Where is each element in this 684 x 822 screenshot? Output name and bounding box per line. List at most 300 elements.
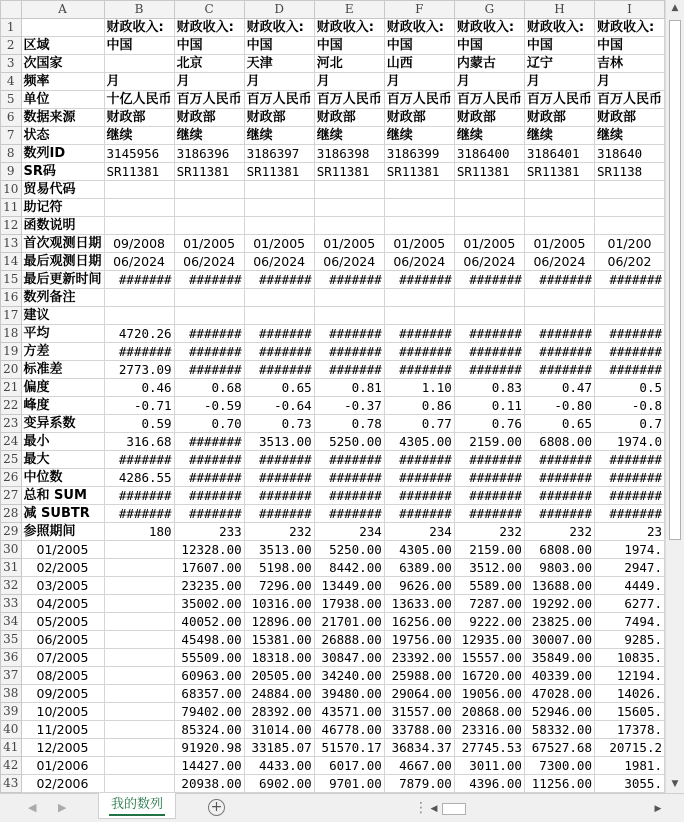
cell-e1[interactable]: 财政收入:	[314, 19, 384, 37]
cell-e42[interactable]: 6017.00	[314, 757, 384, 775]
cell-d18[interactable]: #######	[244, 325, 314, 343]
cell-a40[interactable]: 11/2005	[21, 721, 104, 739]
cell-a12[interactable]: 函数说明	[21, 217, 104, 235]
cell-e4[interactable]: 月	[314, 73, 384, 91]
cell-b40[interactable]	[104, 721, 174, 739]
cell-e16[interactable]	[314, 289, 384, 307]
cell-e8[interactable]: 3186398	[314, 145, 384, 163]
cell-f41[interactable]: 36834.37	[384, 739, 454, 757]
cell-b21[interactable]: 0.46	[104, 379, 174, 397]
cell-d38[interactable]: 24884.00	[244, 685, 314, 703]
cell-i9[interactable]: SR1138	[594, 163, 664, 181]
row-header[interactable]: 42	[1, 757, 22, 775]
cell-i40[interactable]: 17378.	[594, 721, 664, 739]
cell-g34[interactable]: 9222.00	[454, 613, 524, 631]
cell-g20[interactable]: #######	[454, 361, 524, 379]
cell-d20[interactable]: #######	[244, 361, 314, 379]
cell-g39[interactable]: 20868.00	[454, 703, 524, 721]
cell-i16[interactable]	[594, 289, 664, 307]
cell-a33[interactable]: 04/2005	[21, 595, 104, 613]
cell-e32[interactable]: 13449.00	[314, 577, 384, 595]
cell-h2[interactable]: 中国	[524, 37, 594, 55]
cell-i33[interactable]: 6277.	[594, 595, 664, 613]
plus-circle-icon[interactable]: +	[208, 799, 225, 816]
cell-g22[interactable]: 0.11	[454, 397, 524, 415]
cell-b42[interactable]	[104, 757, 174, 775]
cell-c4[interactable]: 月	[174, 73, 244, 91]
cell-e29[interactable]: 234	[314, 523, 384, 541]
cell-e3[interactable]: 河北	[314, 55, 384, 73]
column-header-i[interactable]: I	[594, 1, 664, 19]
cell-g38[interactable]: 19056.00	[454, 685, 524, 703]
cell-a27[interactable]: 总和 SUM	[21, 487, 104, 505]
cell-f43[interactable]: 7879.00	[384, 775, 454, 793]
cell-i14[interactable]: 06/202	[594, 253, 664, 271]
cell-i35[interactable]: 9285.	[594, 631, 664, 649]
cell-b11[interactable]	[104, 199, 174, 217]
cell-i23[interactable]: 0.7	[594, 415, 664, 433]
cell-c23[interactable]: 0.70	[174, 415, 244, 433]
row-header[interactable]: 25	[1, 451, 22, 469]
cell-d5[interactable]: 百万人民币	[244, 91, 314, 109]
cell-h20[interactable]: #######	[524, 361, 594, 379]
cell-c27[interactable]: #######	[174, 487, 244, 505]
cell-h30[interactable]: 6808.00	[524, 541, 594, 559]
cell-h14[interactable]: 06/2024	[524, 253, 594, 271]
row-header[interactable]: 37	[1, 667, 22, 685]
cell-e25[interactable]: #######	[314, 451, 384, 469]
cell-c21[interactable]: 0.68	[174, 379, 244, 397]
cell-h41[interactable]: 67527.68	[524, 739, 594, 757]
cell-f2[interactable]: 中国	[384, 37, 454, 55]
cell-e39[interactable]: 43571.00	[314, 703, 384, 721]
cell-i1[interactable]: 财政收入:	[594, 19, 664, 37]
row-header[interactable]: 31	[1, 559, 22, 577]
cell-i21[interactable]: 0.5	[594, 379, 664, 397]
row-header[interactable]: 1	[1, 19, 22, 37]
cell-i26[interactable]: #######	[594, 469, 664, 487]
cell-d6[interactable]: 财政部	[244, 109, 314, 127]
row-header[interactable]: 18	[1, 325, 22, 343]
cell-b35[interactable]	[104, 631, 174, 649]
cell-d9[interactable]: SR11381	[244, 163, 314, 181]
cell-b39[interactable]	[104, 703, 174, 721]
cell-a25[interactable]: 最大	[21, 451, 104, 469]
horizontal-scrollbar[interactable]	[428, 801, 664, 817]
cell-e20[interactable]: #######	[314, 361, 384, 379]
cell-h1[interactable]: 财政收入:	[524, 19, 594, 37]
cell-b5[interactable]: 十亿人民币	[104, 91, 174, 109]
cell-i28[interactable]: #######	[594, 505, 664, 523]
cell-i3[interactable]: 吉林	[594, 55, 664, 73]
cell-d36[interactable]: 18318.00	[244, 649, 314, 667]
row-header[interactable]: 11	[1, 199, 22, 217]
row-header[interactable]: 9	[1, 163, 22, 181]
row-header[interactable]: 26	[1, 469, 22, 487]
cell-i29[interactable]: 23	[594, 523, 664, 541]
cell-g1[interactable]: 财政收入:	[454, 19, 524, 37]
cell-e22[interactable]: -0.37	[314, 397, 384, 415]
cell-c35[interactable]: 45498.00	[174, 631, 244, 649]
cell-b12[interactable]	[104, 217, 174, 235]
cell-c39[interactable]: 79402.00	[174, 703, 244, 721]
cell-i22[interactable]: -0.8	[594, 397, 664, 415]
cell-h26[interactable]: #######	[524, 469, 594, 487]
row-header[interactable]: 19	[1, 343, 22, 361]
cell-c37[interactable]: 60963.00	[174, 667, 244, 685]
cell-d24[interactable]: 3513.00	[244, 433, 314, 451]
cell-g4[interactable]: 月	[454, 73, 524, 91]
column-header-d[interactable]: D	[244, 1, 314, 19]
cell-d30[interactable]: 3513.00	[244, 541, 314, 559]
cell-c34[interactable]: 40052.00	[174, 613, 244, 631]
cell-e27[interactable]: #######	[314, 487, 384, 505]
row-header[interactable]: 10	[1, 181, 22, 199]
cell-f14[interactable]: 06/2024	[384, 253, 454, 271]
cell-c15[interactable]: #######	[174, 271, 244, 289]
cell-f34[interactable]: 16256.00	[384, 613, 454, 631]
cell-f9[interactable]: SR11381	[384, 163, 454, 181]
cell-b20[interactable]: 2773.09	[104, 361, 174, 379]
row-header[interactable]: 43	[1, 775, 22, 793]
cell-g14[interactable]: 06/2024	[454, 253, 524, 271]
cell-d1[interactable]: 财政收入:	[244, 19, 314, 37]
cell-i39[interactable]: 15605.	[594, 703, 664, 721]
column-header-a[interactable]: A	[21, 1, 104, 19]
cell-g25[interactable]: #######	[454, 451, 524, 469]
cell-c42[interactable]: 14427.00	[174, 757, 244, 775]
cell-a24[interactable]: 最小	[21, 433, 104, 451]
cell-b37[interactable]	[104, 667, 174, 685]
cell-e19[interactable]: #######	[314, 343, 384, 361]
cell-d2[interactable]: 中国	[244, 37, 314, 55]
cell-h36[interactable]: 35849.00	[524, 649, 594, 667]
cell-f20[interactable]: #######	[384, 361, 454, 379]
cell-d29[interactable]: 232	[244, 523, 314, 541]
cell-g41[interactable]: 27745.53	[454, 739, 524, 757]
cell-a41[interactable]: 12/2005	[21, 739, 104, 757]
cell-h42[interactable]: 7300.00	[524, 757, 594, 775]
cell-c18[interactable]: #######	[174, 325, 244, 343]
cell-i5[interactable]: 百万人民币	[594, 91, 664, 109]
cell-h37[interactable]: 40339.00	[524, 667, 594, 685]
cell-g43[interactable]: 4396.00	[454, 775, 524, 793]
cell-f25[interactable]: #######	[384, 451, 454, 469]
cell-e21[interactable]: 0.81	[314, 379, 384, 397]
cell-b8[interactable]: 3145956	[104, 145, 174, 163]
cell-a6[interactable]: 数据来源	[21, 109, 104, 127]
cell-d13[interactable]: 01/2005	[244, 235, 314, 253]
cell-d34[interactable]: 12896.00	[244, 613, 314, 631]
cell-g28[interactable]: #######	[454, 505, 524, 523]
cell-d28[interactable]: #######	[244, 505, 314, 523]
cell-a43[interactable]: 02/2006	[21, 775, 104, 793]
cell-f4[interactable]: 月	[384, 73, 454, 91]
cell-g31[interactable]: 3512.00	[454, 559, 524, 577]
cell-a19[interactable]: 方差	[21, 343, 104, 361]
cell-h27[interactable]: #######	[524, 487, 594, 505]
cell-b24[interactable]: 316.68	[104, 433, 174, 451]
down-arrow-icon[interactable]: ▼	[671, 779, 679, 789]
cell-i43[interactable]: 3055.	[594, 775, 664, 793]
cell-a39[interactable]: 10/2005	[21, 703, 104, 721]
cell-f39[interactable]: 31557.00	[384, 703, 454, 721]
cell-f18[interactable]: #######	[384, 325, 454, 343]
cell-d4[interactable]: 月	[244, 73, 314, 91]
cell-e41[interactable]: 51570.17	[314, 739, 384, 757]
cell-i15[interactable]: #######	[594, 271, 664, 289]
cell-a17[interactable]: 建议	[21, 307, 104, 325]
cell-f42[interactable]: 4667.00	[384, 757, 454, 775]
cell-i30[interactable]: 1974.	[594, 541, 664, 559]
cell-c28[interactable]: #######	[174, 505, 244, 523]
cell-d11[interactable]	[244, 199, 314, 217]
cell-i24[interactable]: 1974.0	[594, 433, 664, 451]
cell-c17[interactable]	[174, 307, 244, 325]
row-header[interactable]: 15	[1, 271, 22, 289]
row-header[interactable]: 33	[1, 595, 22, 613]
cell-g8[interactable]: 3186400	[454, 145, 524, 163]
right-arrow-icon[interactable]: ▶	[654, 804, 662, 814]
cell-i18[interactable]: #######	[594, 325, 664, 343]
cell-a42[interactable]: 01/2006	[21, 757, 104, 775]
cell-d42[interactable]: 4433.00	[244, 757, 314, 775]
sheet-tab-my-series[interactable]: 我的数列	[98, 793, 176, 819]
cell-g12[interactable]	[454, 217, 524, 235]
cell-c41[interactable]: 91920.98	[174, 739, 244, 757]
cell-f35[interactable]: 19756.00	[384, 631, 454, 649]
row-header[interactable]: 8	[1, 145, 22, 163]
cell-e26[interactable]: #######	[314, 469, 384, 487]
tab-splitter[interactable]: ⋮	[414, 800, 428, 816]
column-header-c[interactable]: C	[174, 1, 244, 19]
cell-d33[interactable]: 10316.00	[244, 595, 314, 613]
cell-c33[interactable]: 35002.00	[174, 595, 244, 613]
cell-h40[interactable]: 58332.00	[524, 721, 594, 739]
row-header[interactable]: 41	[1, 739, 22, 757]
next-sheet-icon[interactable]: ▶	[58, 801, 67, 814]
cell-d8[interactable]: 3186397	[244, 145, 314, 163]
column-header-h[interactable]: H	[524, 1, 594, 19]
cell-b25[interactable]: #######	[104, 451, 174, 469]
cell-c25[interactable]: #######	[174, 451, 244, 469]
cell-g5[interactable]: 百万人民币	[454, 91, 524, 109]
cell-g15[interactable]: #######	[454, 271, 524, 289]
cell-a23[interactable]: 变异系数	[21, 415, 104, 433]
cell-d17[interactable]	[244, 307, 314, 325]
cell-g16[interactable]	[454, 289, 524, 307]
cell-f36[interactable]: 23392.00	[384, 649, 454, 667]
cell-e43[interactable]: 9701.00	[314, 775, 384, 793]
cell-f6[interactable]: 财政部	[384, 109, 454, 127]
column-header-b[interactable]: B	[104, 1, 174, 19]
cell-d10[interactable]	[244, 181, 314, 199]
cell-a32[interactable]: 03/2005	[21, 577, 104, 595]
cell-d41[interactable]: 33185.07	[244, 739, 314, 757]
cell-h25[interactable]: #######	[524, 451, 594, 469]
cell-c29[interactable]: 233	[174, 523, 244, 541]
cell-f12[interactable]	[384, 217, 454, 235]
cell-f10[interactable]	[384, 181, 454, 199]
cell-d32[interactable]: 7296.00	[244, 577, 314, 595]
row-header[interactable]: 14	[1, 253, 22, 271]
cell-h22[interactable]: -0.80	[524, 397, 594, 415]
cell-g13[interactable]: 01/2005	[454, 235, 524, 253]
column-header-f[interactable]: F	[384, 1, 454, 19]
cell-h23[interactable]: 0.65	[524, 415, 594, 433]
cell-a29[interactable]: 参照期间	[21, 523, 104, 541]
row-header[interactable]: 29	[1, 523, 22, 541]
cell-c32[interactable]: 23235.00	[174, 577, 244, 595]
cell-i7[interactable]: 继续	[594, 127, 664, 145]
cell-g18[interactable]: #######	[454, 325, 524, 343]
cell-e30[interactable]: 5250.00	[314, 541, 384, 559]
cell-d19[interactable]: #######	[244, 343, 314, 361]
cell-i37[interactable]: 12194.	[594, 667, 664, 685]
cell-h32[interactable]: 13688.00	[524, 577, 594, 595]
cell-d21[interactable]: 0.65	[244, 379, 314, 397]
cell-h11[interactable]	[524, 199, 594, 217]
row-header[interactable]: 13	[1, 235, 22, 253]
cell-i27[interactable]: #######	[594, 487, 664, 505]
row-header[interactable]: 23	[1, 415, 22, 433]
cell-a18[interactable]: 平均	[21, 325, 104, 343]
cell-f26[interactable]: #######	[384, 469, 454, 487]
cell-f19[interactable]: #######	[384, 343, 454, 361]
cell-c12[interactable]	[174, 217, 244, 235]
row-header[interactable]: 34	[1, 613, 22, 631]
cell-c7[interactable]: 继续	[174, 127, 244, 145]
cell-c30[interactable]: 12328.00	[174, 541, 244, 559]
row-header[interactable]: 38	[1, 685, 22, 703]
cell-d22[interactable]: -0.64	[244, 397, 314, 415]
cell-f13[interactable]: 01/2005	[384, 235, 454, 253]
cell-c20[interactable]: #######	[174, 361, 244, 379]
cell-a38[interactable]: 09/2005	[21, 685, 104, 703]
cell-c5[interactable]: 百万人民币	[174, 91, 244, 109]
cell-h17[interactable]	[524, 307, 594, 325]
cell-b22[interactable]: -0.71	[104, 397, 174, 415]
cell-b16[interactable]	[104, 289, 174, 307]
cell-f5[interactable]: 百万人民币	[384, 91, 454, 109]
cell-f17[interactable]	[384, 307, 454, 325]
cell-g24[interactable]: 2159.00	[454, 433, 524, 451]
cell-f28[interactable]: #######	[384, 505, 454, 523]
cell-b13[interactable]: 09/2008	[104, 235, 174, 253]
cell-g23[interactable]: 0.76	[454, 415, 524, 433]
cell-g32[interactable]: 5589.00	[454, 577, 524, 595]
cell-a30[interactable]: 01/2005	[21, 541, 104, 559]
cell-i4[interactable]: 月	[594, 73, 664, 91]
cell-a21[interactable]: 偏度	[21, 379, 104, 397]
cell-a26[interactable]: 中位数	[21, 469, 104, 487]
cell-h15[interactable]: #######	[524, 271, 594, 289]
cell-a20[interactable]: 标准差	[21, 361, 104, 379]
cell-d39[interactable]: 28392.00	[244, 703, 314, 721]
left-arrow-icon[interactable]: ◀	[430, 804, 438, 814]
cell-i41[interactable]: 20715.2	[594, 739, 664, 757]
row-header[interactable]: 5	[1, 91, 22, 109]
row-header[interactable]: 24	[1, 433, 22, 451]
cell-e14[interactable]: 06/2024	[314, 253, 384, 271]
cell-a11[interactable]: 助记符	[21, 199, 104, 217]
cell-d37[interactable]: 20505.00	[244, 667, 314, 685]
cell-e7[interactable]: 继续	[314, 127, 384, 145]
cell-c13[interactable]: 01/2005	[174, 235, 244, 253]
cell-h13[interactable]: 01/2005	[524, 235, 594, 253]
cell-c26[interactable]: #######	[174, 469, 244, 487]
cell-b28[interactable]: #######	[104, 505, 174, 523]
cell-c31[interactable]: 17607.00	[174, 559, 244, 577]
cell-f21[interactable]: 1.10	[384, 379, 454, 397]
cell-b30[interactable]	[104, 541, 174, 559]
row-header[interactable]: 7	[1, 127, 22, 145]
row-header[interactable]: 20	[1, 361, 22, 379]
cell-i20[interactable]: #######	[594, 361, 664, 379]
row-header[interactable]: 30	[1, 541, 22, 559]
row-header[interactable]: 3	[1, 55, 22, 73]
cell-h5[interactable]: 百万人民币	[524, 91, 594, 109]
cell-h9[interactable]: SR11381	[524, 163, 594, 181]
cell-f8[interactable]: 3186399	[384, 145, 454, 163]
up-arrow-icon[interactable]: ▲	[671, 3, 679, 13]
cell-c2[interactable]: 中国	[174, 37, 244, 55]
cell-b9[interactable]: SR11381	[104, 163, 174, 181]
cell-b34[interactable]	[104, 613, 174, 631]
cell-g3[interactable]: 内蒙古	[454, 55, 524, 73]
cell-d15[interactable]: #######	[244, 271, 314, 289]
cell-d31[interactable]: 5198.00	[244, 559, 314, 577]
cell-b4[interactable]: 月	[104, 73, 174, 91]
cell-a5[interactable]: 单位	[21, 91, 104, 109]
cell-h29[interactable]: 232	[524, 523, 594, 541]
cell-b23[interactable]: 0.59	[104, 415, 174, 433]
row-header[interactable]: 6	[1, 109, 22, 127]
cell-e5[interactable]: 百万人民币	[314, 91, 384, 109]
cell-i8[interactable]: 318640	[594, 145, 664, 163]
cell-a9[interactable]: SR码	[21, 163, 104, 181]
row-header[interactable]: 21	[1, 379, 22, 397]
cell-i31[interactable]: 2947.	[594, 559, 664, 577]
cell-g11[interactable]	[454, 199, 524, 217]
cell-h43[interactable]: 11256.00	[524, 775, 594, 793]
cell-h21[interactable]: 0.47	[524, 379, 594, 397]
cell-f30[interactable]: 4305.00	[384, 541, 454, 559]
cell-e40[interactable]: 46778.00	[314, 721, 384, 739]
cell-h39[interactable]: 52946.00	[524, 703, 594, 721]
cell-f38[interactable]: 29064.00	[384, 685, 454, 703]
cell-e2[interactable]: 中国	[314, 37, 384, 55]
cell-h24[interactable]: 6808.00	[524, 433, 594, 451]
cell-h8[interactable]: 3186401	[524, 145, 594, 163]
row-header[interactable]: 28	[1, 505, 22, 523]
row-header[interactable]: 22	[1, 397, 22, 415]
cell-c19[interactable]: #######	[174, 343, 244, 361]
cell-d26[interactable]: #######	[244, 469, 314, 487]
cell-e34[interactable]: 21701.00	[314, 613, 384, 631]
row-header[interactable]: 36	[1, 649, 22, 667]
horizontal-scroll-thumb[interactable]	[442, 803, 466, 815]
cell-b18[interactable]: 4720.26	[104, 325, 174, 343]
cell-h28[interactable]: #######	[524, 505, 594, 523]
cell-g30[interactable]: 2159.00	[454, 541, 524, 559]
cell-d25[interactable]: #######	[244, 451, 314, 469]
cell-f31[interactable]: 6389.00	[384, 559, 454, 577]
vertical-scroll-thumb[interactable]	[669, 20, 681, 540]
cell-a37[interactable]: 08/2005	[21, 667, 104, 685]
cell-f3[interactable]: 山西	[384, 55, 454, 73]
cell-c9[interactable]: SR11381	[174, 163, 244, 181]
